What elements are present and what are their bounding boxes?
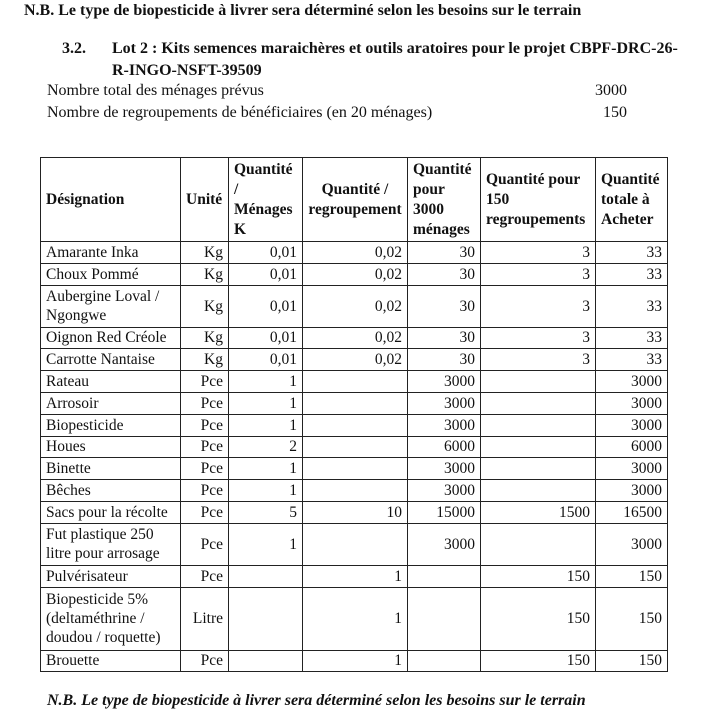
table-cell: Pce [181,414,229,436]
table-row [41,371,668,393]
table-cell: 3000 [596,523,668,565]
section-title: Lot 2 : Kits semences maraichères et outils aratoires pour le projet CBPF-DRC-26-R-INGO-NSFT-39509 [112,40,678,79]
table-cell: 3000 [408,480,481,502]
table-cell: 2 [229,436,303,458]
table-cell [303,436,408,458]
table-cell: 0,02 [303,349,408,371]
table-cell [303,371,408,393]
table-cell: Houes [41,436,181,458]
table-cell: Biopesticide 5% (deltaméthrine / doudou / roquette) [41,587,181,650]
table-row [41,565,668,587]
header-cell: Quantité / Ménages K [229,158,303,242]
table-cell: 30 [408,327,481,349]
note-bottom: N.B. Le type de biopesticide à livrer sera déterminé selon les besoins sur le terrain [47,692,586,709]
table-cell: 33 [596,242,668,264]
table-cell: 3 [481,242,596,264]
table-cell: 150 [481,650,596,672]
table-cell: 3000 [408,458,481,480]
table-cell: 1 [303,587,408,650]
table-cell: 6000 [596,436,668,458]
table-cell: 3 [481,285,596,327]
table-cell: Pce [181,501,229,523]
table-cell: 0,02 [303,327,408,349]
table-cell: Oignon Red Créole [41,327,181,349]
table-cell: Pce [181,565,229,587]
table-cell: 3000 [408,371,481,393]
table-cell: Aubergine Loval / Ngongwe [41,285,181,327]
table-cell: Choux Pommé [41,263,181,285]
table-cell: 0,01 [229,285,303,327]
table-cell: 1 [229,523,303,565]
table-cell: 10 [303,501,408,523]
table-cell: Fut plastique 250 litre pour arrosage [41,523,181,565]
table-row [41,587,668,650]
table-cell: 16500 [596,501,668,523]
table-cell: 6000 [408,436,481,458]
table-cell: Bêches [41,480,181,502]
table-row [41,414,668,436]
table-cell: 30 [408,263,481,285]
header-cell: Unité [181,158,229,242]
header-cell: Quantité / regroupement [303,158,408,242]
table-cell: 0,01 [229,263,303,285]
table-cell: 1 [229,392,303,414]
kits-table [40,157,668,672]
table-cell: Sacs pour la récolte [41,501,181,523]
table-cell: 1500 [481,501,596,523]
table-cell: 1 [303,650,408,672]
table-cell [408,587,481,650]
table-row [41,523,668,565]
table-cell: 150 [481,565,596,587]
table-cell [481,392,596,414]
table-cell [303,480,408,502]
table-cell [481,436,596,458]
header-row [41,158,668,242]
header-cell: Quantité pour 3000 ménages [408,158,481,242]
table-cell: 1 [229,458,303,480]
table-cell: 30 [408,242,481,264]
table-row [41,501,668,523]
table-cell: 0,01 [229,242,303,264]
table-row [41,327,668,349]
table-cell: 15000 [408,501,481,523]
section-number: 3.2. [62,40,86,57]
table-cell: Pce [181,650,229,672]
table-cell: Kg [181,242,229,264]
header-cell: Quantité totale à Acheter [596,158,668,242]
table-row [41,458,668,480]
table-cell [481,480,596,502]
table-cell: 5 [229,501,303,523]
table-cell: 150 [596,587,668,650]
table-cell: Kg [181,263,229,285]
table-cell: Pce [181,523,229,565]
table-cell: 30 [408,285,481,327]
table-header [41,158,668,242]
table-cell: 3000 [408,414,481,436]
table-cell: Pce [181,458,229,480]
table-cell: 30 [408,349,481,371]
table-cell: 0,01 [229,349,303,371]
table-cell: Litre [181,587,229,650]
table-cell [229,565,303,587]
table-cell: 0,02 [303,242,408,264]
table-cell: 150 [596,565,668,587]
table-cell: 0,01 [229,327,303,349]
table-cell: 3 [481,327,596,349]
table-row [41,242,668,264]
table-cell [303,458,408,480]
table-cell: 1 [229,480,303,502]
table-cell: Pce [181,392,229,414]
table-cell [481,414,596,436]
table-cell: 33 [596,327,668,349]
meta-menages-value: 3000 [595,82,627,99]
table-cell: Brouette [41,650,181,672]
table-cell: 3000 [408,523,481,565]
table-cell [408,565,481,587]
note-top: N.B. Le type de biopesticide à livrer sera déterminé selon les besoins sur le terrain [24,2,582,19]
table-cell [303,414,408,436]
table-row [41,480,668,502]
table-cell: Pce [181,480,229,502]
header-cell: Quantité pour 150 regroupements [481,158,596,242]
table-cell: Kg [181,285,229,327]
table-body [41,242,668,672]
table-cell: Carrotte Nantaise [41,349,181,371]
table-cell: Kg [181,349,229,371]
table-cell: Pce [181,436,229,458]
meta-menages-label: Nombre total des ménages prévus [47,82,264,99]
table-cell: 1 [229,371,303,393]
table-cell: Amarante Inka [41,242,181,264]
table-cell: 3000 [596,392,668,414]
table-cell: 3000 [596,480,668,502]
table-cell: Arrosoir [41,392,181,414]
table-cell: 0,02 [303,263,408,285]
table-cell [229,587,303,650]
table-cell: Pce [181,371,229,393]
table-cell: 0,02 [303,285,408,327]
table-cell [229,650,303,672]
meta-regroupements-label: Nombre de regroupements de bénéficiaires (en 20 ménages) [47,104,433,121]
table-cell: 33 [596,285,668,327]
table-cell: 150 [481,587,596,650]
table-cell: 3 [481,263,596,285]
table-cell: 33 [596,349,668,371]
table-cell: Kg [181,327,229,349]
table-cell [481,458,596,480]
table-cell: 3 [481,349,596,371]
table-row [41,392,668,414]
table-cell [481,523,596,565]
table-cell: 1 [303,565,408,587]
table-row [41,349,668,371]
table-cell: 3000 [408,392,481,414]
table-cell: 3000 [596,414,668,436]
table-cell [303,392,408,414]
header-cell: Désignation [41,158,181,242]
table-cell: Rateau [41,371,181,393]
table-row [41,650,668,672]
table-row [41,285,668,327]
table-cell: 3000 [596,458,668,480]
table-cell: 150 [596,650,668,672]
table-cell: 3000 [596,371,668,393]
table-cell: Pulvérisateur [41,565,181,587]
table-row [41,436,668,458]
table-cell [303,523,408,565]
meta-regroupements-value: 150 [603,104,627,121]
table-cell: Binette [41,458,181,480]
table-cell [481,371,596,393]
table-cell: 33 [596,263,668,285]
table-row [41,263,668,285]
table-cell: 1 [229,414,303,436]
table-cell [408,650,481,672]
table-cell: Biopesticide [41,414,181,436]
